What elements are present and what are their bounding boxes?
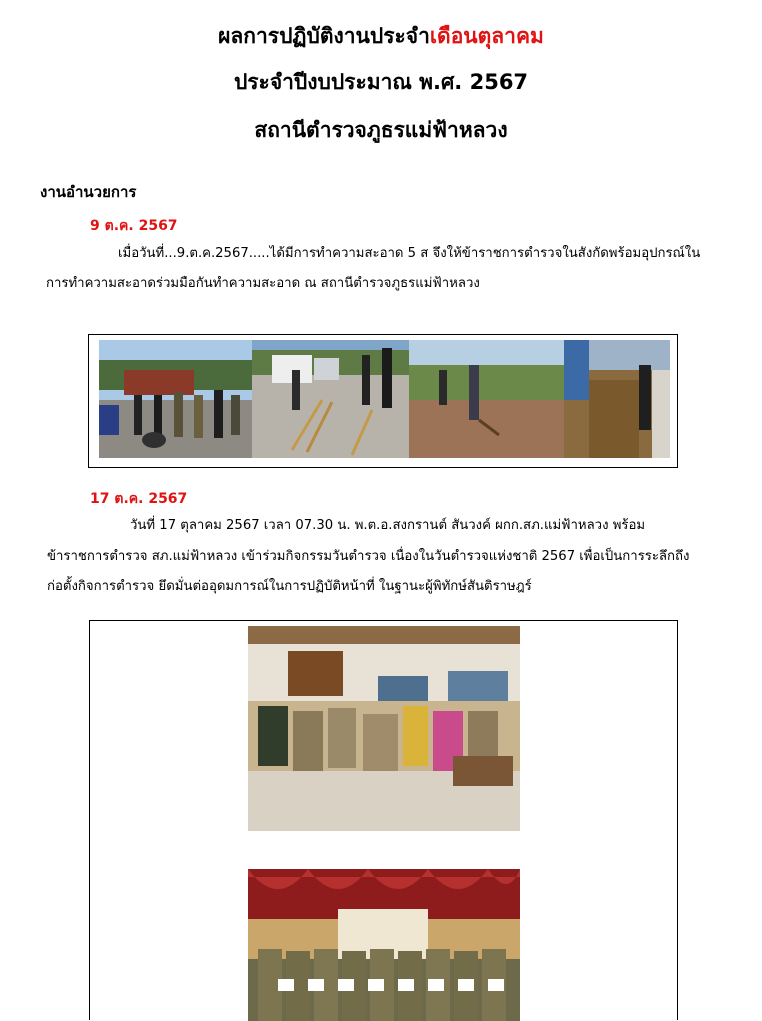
- cleaning-photo-1: [99, 340, 252, 458]
- cleaning-photo-2: [252, 340, 409, 458]
- entry-text-line: วันที่ 17 ตุลาคม 2567 เวลา 07.30 น. พ.ต.อ.สงกรานต์ สันวงค์ ผกก.สภ.แม่ฟ้าหลวง พร้อม: [130, 518, 646, 533]
- title-prefix: ผลการปฏิบัติงานประจำ: [218, 24, 430, 48]
- entry-text-line: ข้าราชการตำรวจ สภ.แม่ฟ้าหลวง เข้าร่วมกิจกรรมวันตำรวจ เนื่องในวันตำรวจแห่งชาติ 2567 เพื่อเป็นการระลึกถึง: [47, 549, 690, 564]
- cleaning-photo-4: [564, 340, 670, 458]
- cleaning-photo-3: [409, 340, 564, 458]
- page-title-line-2: ประจำปีงบประมาณ พ.ศ. 2567: [233, 70, 529, 94]
- police-day-photo-1: [248, 626, 520, 831]
- entry-date: 17 ต.ค. 2567: [90, 491, 188, 507]
- entry-date: 9 ต.ค. 2567: [90, 218, 178, 234]
- title-month-highlight: เดือนตุลาคม: [429, 24, 544, 48]
- page-title-line-3: สถานีตำรวจภูธรแม่ฟ้าหลวง: [254, 118, 508, 142]
- section-heading: งานอำนวยการ: [40, 183, 137, 201]
- photo-frame: [88, 334, 678, 468]
- police-day-photo-2: [248, 869, 520, 1021]
- page-title-line-1: [0, 22, 762, 50]
- entry-text-line: เมื่อวันที่...9.ต.ค.2567.....ได้มีการทำความสะอาด 5 ส จึงให้ข้าราชการตำรวจในสังกัดพร้อมอุปกรณ์ใน: [118, 246, 701, 261]
- photo-frame: [89, 620, 678, 1020]
- entry-text-line: ก่อตั้งกิจการตำรวจ ยึดมั่นต่ออุดมการณ์ในการปฏิบัติหน้าที่ ในฐานะผู้พิทักษ์สันติราษฎร์: [47, 579, 532, 594]
- entry-text-line: การทำความสะอาดร่วมมือกันทำความสะอาด ณ สถานีตำรวจภูธรแม่ฟ้าหลวง: [46, 276, 480, 291]
